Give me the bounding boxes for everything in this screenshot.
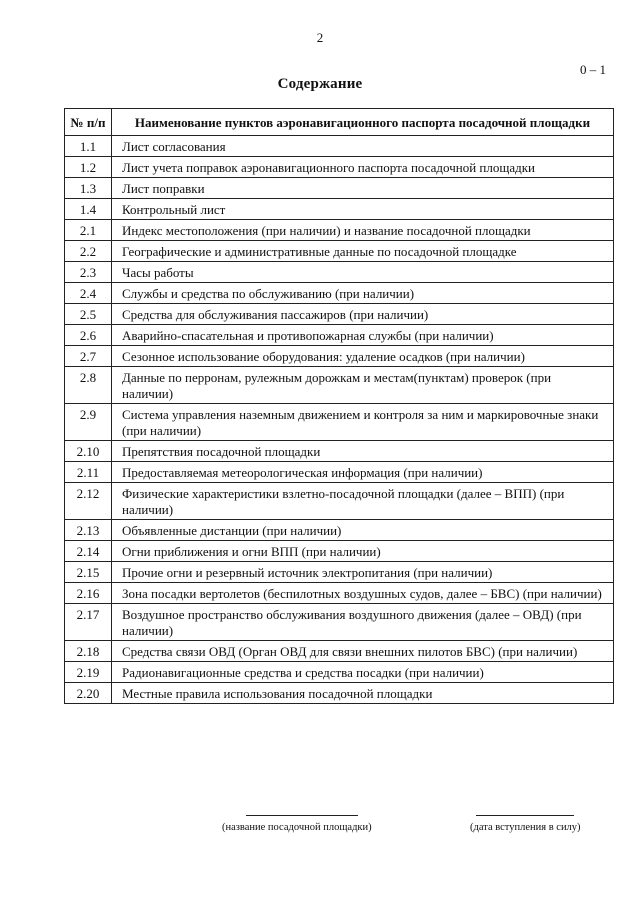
row-title: Огни приближения и огни ВПП (при наличии) (112, 541, 614, 562)
row-title: Аварийно-спасательная и противопожарная службы (при наличии) (112, 325, 614, 346)
table-row (65, 441, 614, 462)
row-number: 2.9 (65, 404, 112, 441)
row-number: 2.18 (65, 641, 112, 662)
table-row (65, 662, 614, 683)
row-number: 2.10 (65, 441, 112, 462)
row-number: 2.6 (65, 325, 112, 346)
row-number: 2.14 (65, 541, 112, 562)
table-row (65, 483, 614, 520)
row-number: 2.16 (65, 583, 112, 604)
row-number: 2.12 (65, 483, 112, 520)
table-row (65, 462, 614, 483)
table-row (65, 325, 614, 346)
row-title: Сезонное использование оборудования: удаление осадков (при наличии) (112, 346, 614, 367)
table-row (65, 262, 614, 283)
row-number: 1.3 (65, 178, 112, 199)
table-row (65, 562, 614, 583)
header-number: № п/п (65, 109, 112, 136)
table-row (65, 683, 614, 704)
table-row (65, 283, 614, 304)
row-number: 2.15 (65, 562, 112, 583)
table-header-row (65, 109, 614, 136)
row-title: Воздушное пространство обслуживания воздушного движения (далее – ОВД) (при наличии) (112, 604, 614, 641)
row-number: 2.3 (65, 262, 112, 283)
row-title: Зона посадки вертолетов (беспилотных воздушных судов, далее – БВС) (при наличии) (112, 583, 614, 604)
row-title: Индекс местоположения (при наличии) и название посадочной площадки (112, 220, 614, 241)
row-title: Лист учета поправок аэронавигационного паспорта посадочной площадки (112, 157, 614, 178)
row-number: 1.1 (65, 136, 112, 157)
table-row (65, 241, 614, 262)
row-number: 2.4 (65, 283, 112, 304)
row-number: 2.19 (65, 662, 112, 683)
table-row (65, 157, 614, 178)
table-row (65, 520, 614, 541)
row-number: 2.20 (65, 683, 112, 704)
row-number: 1.2 (65, 157, 112, 178)
row-number: 2.2 (65, 241, 112, 262)
effective-date-line (476, 815, 574, 816)
row-title: Лист согласования (112, 136, 614, 157)
row-title: Средства связи ОВД (Орган ОВД для связи внешних пилотов БВС) (при наличии) (112, 641, 614, 662)
contents-table-body (65, 136, 614, 704)
table-row (65, 404, 614, 441)
row-title: Контрольный лист (112, 199, 614, 220)
page-title: Содержание (277, 76, 363, 92)
table-row (65, 641, 614, 662)
row-title: Препятствия посадочной площадки (112, 441, 614, 462)
row-title: Система управления наземным движением и контроля за ним и маркировочные знаки (при наличии) (112, 404, 614, 441)
table-row (65, 136, 614, 157)
row-title: Географические и административные данные по посадочной площадке (112, 241, 614, 262)
table-row (65, 346, 614, 367)
table-row (65, 220, 614, 241)
row-number: 1.4 (65, 199, 112, 220)
revision-label: 0 – 1 (580, 62, 606, 77)
row-title: Часы работы (112, 262, 614, 283)
row-number: 2.17 (65, 604, 112, 641)
row-number: 2.11 (65, 462, 112, 483)
row-number: 2.13 (65, 520, 112, 541)
row-title: Лист поправки (112, 178, 614, 199)
row-title: Службы и средства по обслуживанию (при наличии) (112, 283, 614, 304)
table-row (65, 178, 614, 199)
row-number: 2.7 (65, 346, 112, 367)
table-row (65, 583, 614, 604)
row-title: Средства для обслуживания пассажиров (при наличии) (112, 304, 614, 325)
table-row (65, 304, 614, 325)
page-number: 2 (316, 30, 324, 45)
row-number: 2.5 (65, 304, 112, 325)
row-title: Объявленные дистанции (при наличии) (112, 520, 614, 541)
row-title: Предоставляемая метеорологическая информация (при наличии) (112, 462, 614, 483)
effective-date-caption: (дата вступления в силу) (470, 822, 581, 833)
place-name-line (246, 815, 358, 816)
row-title: Прочие огни и резервный источник электропитания (при наличии) (112, 562, 614, 583)
row-number: 2.8 (65, 367, 112, 404)
table-row (65, 367, 614, 404)
contents-table (64, 108, 614, 704)
place-name-caption: (название посадочной площадки) (222, 822, 372, 833)
table-row (65, 199, 614, 220)
row-title: Радионавигационные средства и средства посадки (при наличии) (112, 662, 614, 683)
row-title: Физические характеристики взлетно-посадочной площадки (далее – ВПП) (при наличии) (112, 483, 614, 520)
header-title: Наименование пунктов аэронавигационного паспорта посадочной площадки (112, 109, 614, 136)
row-title: Местные правила использования посадочной площадки (112, 683, 614, 704)
table-row (65, 604, 614, 641)
row-title: Данные по перронам, рулежным дорожкам и местам(пунктам) проверок (при наличии) (112, 367, 614, 404)
table-row (65, 541, 614, 562)
row-number: 2.1 (65, 220, 112, 241)
